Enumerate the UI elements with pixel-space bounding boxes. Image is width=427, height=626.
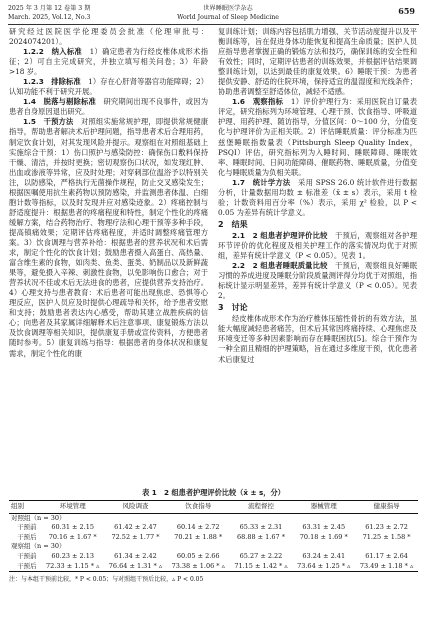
column-header: 环境管理 [59, 502, 86, 510]
table-cell: 60.05 ± 2.66 [176, 551, 220, 560]
subsection-label: 2.2 2 组患者睡眠质量比较 [232, 261, 328, 271]
table-cell: 61.23 ± 2.72 [365, 523, 408, 532]
table-cell: 63.31 ± 2.45 [302, 523, 346, 532]
issue-info [8, 4, 90, 22]
body-paragraph [9, 117, 208, 358]
column-header: 风险调查 [122, 502, 149, 510]
subsection-label: 1.6 观察指标 [232, 97, 284, 107]
paragraph-text: 复训练计划；训练内容包括肌力增强、关节活动度提升以及平衡训练等，旨在促进身体功能恢复和提高生命质量；医护人员应指导患者掌握正确的锻炼方法和技巧，确保训练的安全性和有效性；同时，定期评估患者的训练效果，并根据评估结果调整训练计划，以达到最佳的康复效果。6）睡眠干预：为患者提供安静、舒适的住院环境，保持适宜的温湿度和光线条件；协助患者调整至舒适体位，减轻不适感。 [218, 27, 417, 97]
table-cell: 60.23 ± 2.13 [51, 551, 95, 560]
table-row [9, 533, 418, 543]
issue-info-en: March. 2025, Vol.12, No.3 [8, 14, 91, 21]
body-paragraph [218, 261, 417, 301]
subsection-label: 1.4 脱落与剔除标准 [23, 97, 96, 107]
body-paragraph [9, 27, 208, 47]
journal-name [168, 4, 288, 22]
table-cell: 76.64 ± 1.31 * ▵ [108, 561, 163, 570]
body-paragraph [9, 47, 208, 77]
table-cell: 63.24 ± 2.41 [302, 551, 346, 560]
paragraph-text: 干预后，观察组良好睡眠习惯的养成进度及睡眠分阶段质量测评得分均优于对照组，指标统计显示明显差异，差异有统计学意义（P < 0.05）。见表 2。 [218, 261, 418, 301]
table-cell: 60.31 ± 2.15 [51, 523, 95, 532]
table-footnote: 注：与本组干预前比较，* P < 0.05；与对照组干预后比较，▵ P < 0.05 [9, 576, 204, 584]
table-cell: 70.21 ± 1.88 * [174, 532, 223, 541]
table-cell: 61.42 ± 2.47 [114, 523, 157, 532]
right-text-column [218, 27, 417, 365]
table-cell: 70.16 ± 1.67 * [48, 532, 97, 541]
table-cell: 61.17 ± 2.64 [365, 551, 408, 560]
paragraph-text: 研究经过医院医学伦理委员会批准（伦理审批号：2024074201）。 [9, 27, 208, 47]
table-cell: 73.49 ± 1.18 * ▵ [359, 561, 414, 570]
paragraph-text: 经皮椎体成形术作为治疗椎体压缩性骨折的有效方法，虽能大幅度减轻患者痛苦，但术后其常因疼痛持续、心理焦虑及环境变迁等多种因素影响而存在睡眠困扰[5]。综合干预作为一种全面且精细的护理策略，旨在通过多维度干预，优化患者术后康复过 [218, 314, 417, 364]
table-caption: 表 1 2 组患者护理评价比较（x̄ ± s，分） [142, 488, 285, 497]
paragraph-text: 1）确定患者为行经皮椎体成形术指征；2）可自主完成研究，并独立填写相关问卷；3）年龄 >18 岁。 [9, 47, 209, 77]
subsection-label: 2.1 2 组患者护理评价比较 [232, 230, 328, 240]
row-label: 干预后 [17, 532, 37, 541]
table-1 [9, 488, 418, 583]
body-paragraph [218, 97, 417, 177]
column-header: 流程督控 [247, 502, 274, 510]
group-label: 观察组（n = 30） [11, 542, 66, 551]
row-label: 干预后 [17, 561, 37, 570]
table-cell: 71.25 ± 1.58 * [362, 532, 411, 541]
subsection-label: 1.2.3 排除标准 [23, 77, 81, 87]
group-row [9, 542, 418, 552]
subsection-label: 1.2.2 纳入标准 [23, 47, 82, 57]
running-header [8, 4, 419, 24]
table-cell: 71.15 ± 1.42 * ▵ [234, 561, 288, 570]
table-cell: 72.33 ± 1.15 * ▵ [46, 561, 100, 570]
table-cell: 73.64 ± 1.25 * ▵ [297, 561, 351, 570]
left-text-column [9, 27, 208, 359]
paragraph-text: 1）评价护理行为：采用医院自订量表评定，研究指标列为环境管理、心理干预、饮食指导、呼吸道护理、用药护理、随访指导，分值区间：0～100 分，分值变化与护理评价为正相关联。2）评估睡眠质量：评分标准为匹兹堡睡眠指数量表（Pittsburgh Sleep Quality Index，PSQI）评估，研究指标列为入睡时间、睡眠障碍、睡眠效率、睡眠时间、日间功能障碍、催眠药物、睡眠质量，分值变化与睡眠质量为负相关联。 [218, 97, 418, 177]
subsection-label: 1.7 统计学方法 [232, 177, 291, 187]
table-cell: 65.27 ± 2.22 [239, 551, 283, 560]
body-paragraph [9, 97, 208, 117]
body-paragraph [9, 77, 208, 97]
paragraph-text: 对照组实施常规护理，即提供常规健康指导，帮助患者解决术后护理问题，指导患者术后合理用药，制定饮食计划，对其发现风险并提示。观察组在对照组基础上实施综合干预：1）伤口照护与感染防控：确保伤口敷料保持干燥、清洁，并按时更换；密切观察伤口状况，如发现红肿、出血或渗液等异常，应及时处理；对穿刺部位温浴予以特别关注，以防感染，严格执行无菌操作规程，防止交叉感染发生；根据医嘱使用抗生素药物以预防感染，并监测患者体温、白细胞计数等指标，以及时发现并应对感染迹象。2）疼痛控制与舒适度提升：根据患者的疼痛程度和特性，制定个性化的疼痛缓解方案，结合药物治疗、物理疗法和心理干预等多种手段，提高镇痛效果；定期评估疼痛程度，并适时调整疼痛管理方案。3）饮食调理与营养补给：根据患者的营养状况和术后需求，制定个性化的饮食计划；鼓励患者摄入高蛋白、高热量、富含维生素的食物，如肉类、鱼类、蛋类、奶制品以及新鲜蔬果等，避免摄入辛辣、刺激性食物，以免影响伤口愈合；对于营养状况不佳或术后无法进食的患者，应提供营养支持治疗。4）心理支持与患者教育：术后患者可能出现焦虑、恐惧等心理反应，医护人员应及时提供心理疏导和关怀，给予患者安慰和支持；鼓励患者表达内心感受，帮助其建立战胜疾病的信心；向患者及其家属详细解释术后注意事项、康复锻炼方法以及饮食调理等相关知识，提供康复手册或宣传资料，方便患者随时参考。5）康复训练与指导：根据患者的身体状况和康复需求，制定个性化的康 [9, 117, 208, 358]
column-header: 器械管理 [310, 502, 337, 510]
table-body [9, 513, 418, 572]
row-label: 干预前 [17, 523, 37, 532]
group-row [9, 513, 418, 523]
table-row [9, 523, 418, 533]
section-heading: 3 讨论 [218, 303, 248, 313]
journal-name-en: World Journal of Sleep Medicine [177, 14, 279, 21]
table-header-row [9, 501, 418, 514]
subsection-label: 1.5 干预方法 [23, 117, 74, 127]
table-cell: 65.33 ± 2.31 [239, 523, 283, 532]
table-row [9, 552, 418, 562]
paragraph-text: 采用 SPSS 26.0 统计软件进行数据分析，计量数据用均数 ± 标准差（x̄ ± s）表示，采用 t 检验；计数资料用百分率（%）表示，采用 χ² 检验，以 P < 0.05 为差异有统计学意义。 [218, 177, 418, 217]
paragraph-text: 1）存在心肝肾等器官功能障碍；2）认知功能不利于研究开展。 [9, 77, 208, 97]
body-paragraph [218, 314, 417, 364]
table-cell: 72.52 ± 1.77 * [111, 532, 160, 541]
body-paragraph [218, 27, 417, 97]
issue-info-cn: 2025 年 3 月第 12 卷第 3 期 [8, 5, 91, 12]
header-divider [8, 24, 419, 25]
nursing-evaluation-table [9, 500, 418, 572]
page-number: 659 [398, 6, 415, 16]
column-header: 饮食指导 [185, 502, 212, 510]
row-label: 干预前 [17, 551, 37, 560]
column-header: 组别 [11, 502, 24, 510]
group-label: 对照组（n = 30） [11, 513, 66, 522]
paragraph-text: 研究期间出现不良事件，或因为患者自身原因退出研究。 [9, 97, 209, 117]
body-paragraph [218, 231, 417, 261]
table-cell: 60.14 ± 2.72 [176, 523, 220, 532]
column-header: 健康指导 [373, 502, 400, 510]
table-cell: 68.88 ± 1.67 * [237, 532, 285, 541]
paragraph-text: 干预后，观察组对各护理环节评价的优化程度及相关护理工作的落实情况均优于对照组，差异有统计学意义（P < 0.05）。见表 1。 [218, 230, 418, 261]
journal-name-cn: 世界睡眠医学杂志 [203, 5, 253, 12]
table-cell: 73.38 ± 1.06 * ▵ [171, 561, 225, 570]
table-cell: 70.18 ± 1.69 * [299, 532, 348, 541]
section-heading: 2 结果 [218, 219, 248, 229]
body-paragraph [218, 178, 417, 218]
table-row [9, 562, 418, 572]
table-cell: 61.34 ± 2.42 [114, 551, 157, 560]
